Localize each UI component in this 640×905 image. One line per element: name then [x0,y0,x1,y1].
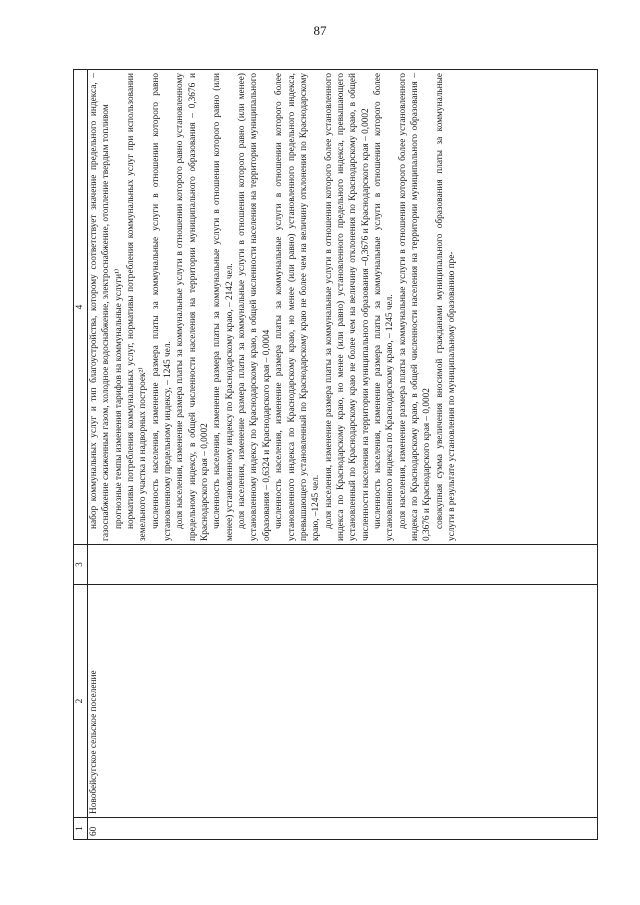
paragraph: численность населения, изменение размера платы за коммунальные услуги в отношении которого равно установленному предельному индексу, – 1245 чел. [150,73,174,541]
paragraph: численность населения, изменение размера платы за коммунальные услуги в отношении которого более установленного индекса по Краснодарскому краю, – 1245 чел. [372,73,396,541]
header-col-2: 2 [74,585,88,818]
header-col-3: 3 [74,545,88,585]
page-number: 87 [313,23,327,38]
table-header-row [74,70,88,840]
settlement-name: Новобейсугское сельское поселение [88,585,598,818]
paragraph: численность населения, изменение размера платы за коммунальные услуги в отношении которого более установленного индекса по Краснодарскому краю, но менее (или равно) установленного предельного индекса, превышающего установленный по Краснодарскому краю не более чем на величину отклонения по Краснодарскому краю, –1245 чел. [274,73,322,541]
paragraph: совокупная сумма увеличения вносимой гражданами муниципального образования платы за коммунальные услуги в результате установления по муниципальному образованию пре- [434,73,457,541]
paragraph: доля населения, изменение размера платы за коммунальные услуги в отношении которого равно установленному предельному индексу, в общей численности населения на территории муниципального образования – 0,3676 и Краснодарского края – 0,0002 [175,73,211,541]
paragraph: прогнозные темпы изменения тарифов на коммунальные услуги¹⁾ [113,268,124,529]
paragraph: доля населения, изменение размера платы за коммунальные услуги в отношении которого равно (или менее) установленному индексу по Краснодарскому краю, в общей численности населения на территории муниципального образования – 0,6324 и Краснодарского края – 0,0004 [237,73,272,541]
rotated-table-block [73,70,598,840]
description-cell [88,70,598,545]
header-col-1: 1 [74,818,88,840]
paragraph: набор коммунальных услуг и тип благоустройства, которому соответствует значение предельного индекса, – газоснабжение сжиженным газом, холодное водоснабжение, электроснабжение, отопление твердым топливом [89,73,112,541]
paragraph: нормативы потребления коммунальных услуг, нормативы потребления коммунальных услуг при использовании земельного участка и надворных построек²⁾ [126,73,149,541]
row-number: 60 [88,818,598,840]
table-row [88,70,598,840]
blank-cell [88,545,598,585]
paragraph: доля населения, изменение размера платы за коммунальные услуги в отношении которого более установленного индекса по Краснодарскому краю, в общей численности населения на территории муниципального образования –0,3676 и Краснодарского края – 0,0002 [397,73,433,541]
header-col-4: 4 [74,70,88,545]
data-table [73,69,598,840]
paragraph: численность населения, изменение размера платы за коммунальные услуги в отношении которого равно (или менее) установленному индексу по Краснодарскому краю, – 2142 чел. [212,73,235,541]
paragraph: доля населения, изменение размера платы за коммунальные услуги в отношении которого более установленного индекса по Краснодарскому краю, но менее (или равно) установленного предельного индекса, превышающего установленный по Краснодарскому краю не более чем на величину отклонения по Краснодарскому краю, в общей численности населения на территории муниципального образования –0,3676 и Краснодарского края – 0,0002 [323,73,371,541]
